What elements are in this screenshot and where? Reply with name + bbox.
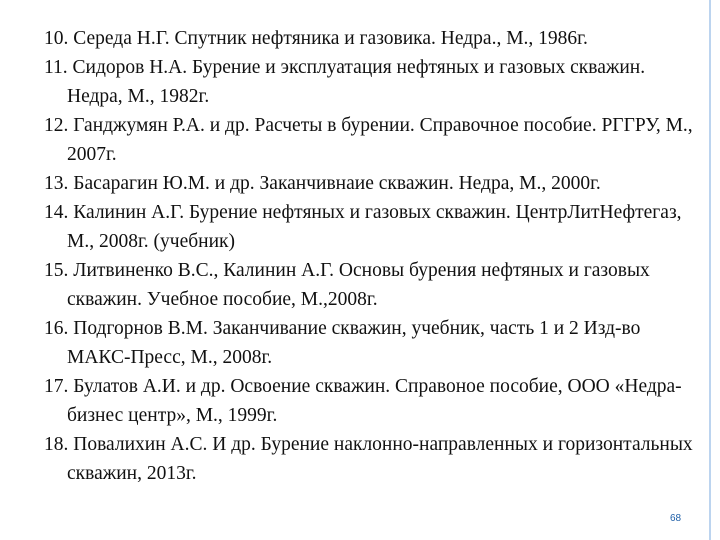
reference-list [44,24,694,488]
reference-item-12: 12. Ганджумян Р.А. и др. Расчеты в бурении. Справочное пособие. РГГРУ, М., 2007г. [44,115,693,165]
reference-item-11: 11. Сидоров Н.А. Бурение и эксплуатация нефтяных и газовых скважин. Недра, М., 1982г. [44,57,646,107]
reference-item-16: 16. Подгорнов В.М. Заканчивание скважин, учебник, часть 1 и 2 Изд-во МАКС-Пресс, М., 2008г. [44,318,641,368]
reference-item-10: 10. Середа Н.Г. Спутник нефтяника и газовика. Недра., М., 1986г. [44,28,588,49]
reference-item-14: 14. Калинин А.Г. Бурение нефтяных и газовых скважин. ЦентрЛитНефтегаз, М., 2008г. (учебник) [44,202,682,252]
reference-item-13: 13. Басарагин Ю.М. и др. Заканчивнаие скважин. Недра, М., 2000г. [44,173,601,194]
reference-item-15: 15. Литвиненко В.С., Калинин А.Г. Основы бурения нефтяных и газовых скважин. Учебное пособие, М.,2008г. [44,260,650,310]
slide-frame-right-border [709,0,711,540]
reference-item-17: 17. Булатов А.И. и др. Освоение скважин. Справоное пособие, ООО «Недра-бизнес центр», М., 1999г. [44,376,682,426]
reference-item-18: 18. Повалихин А.С. И др. Бурение наклонно-направленных и горизонтальных скважин, 2013г. [44,434,693,484]
page-number: 68 [670,513,682,524]
